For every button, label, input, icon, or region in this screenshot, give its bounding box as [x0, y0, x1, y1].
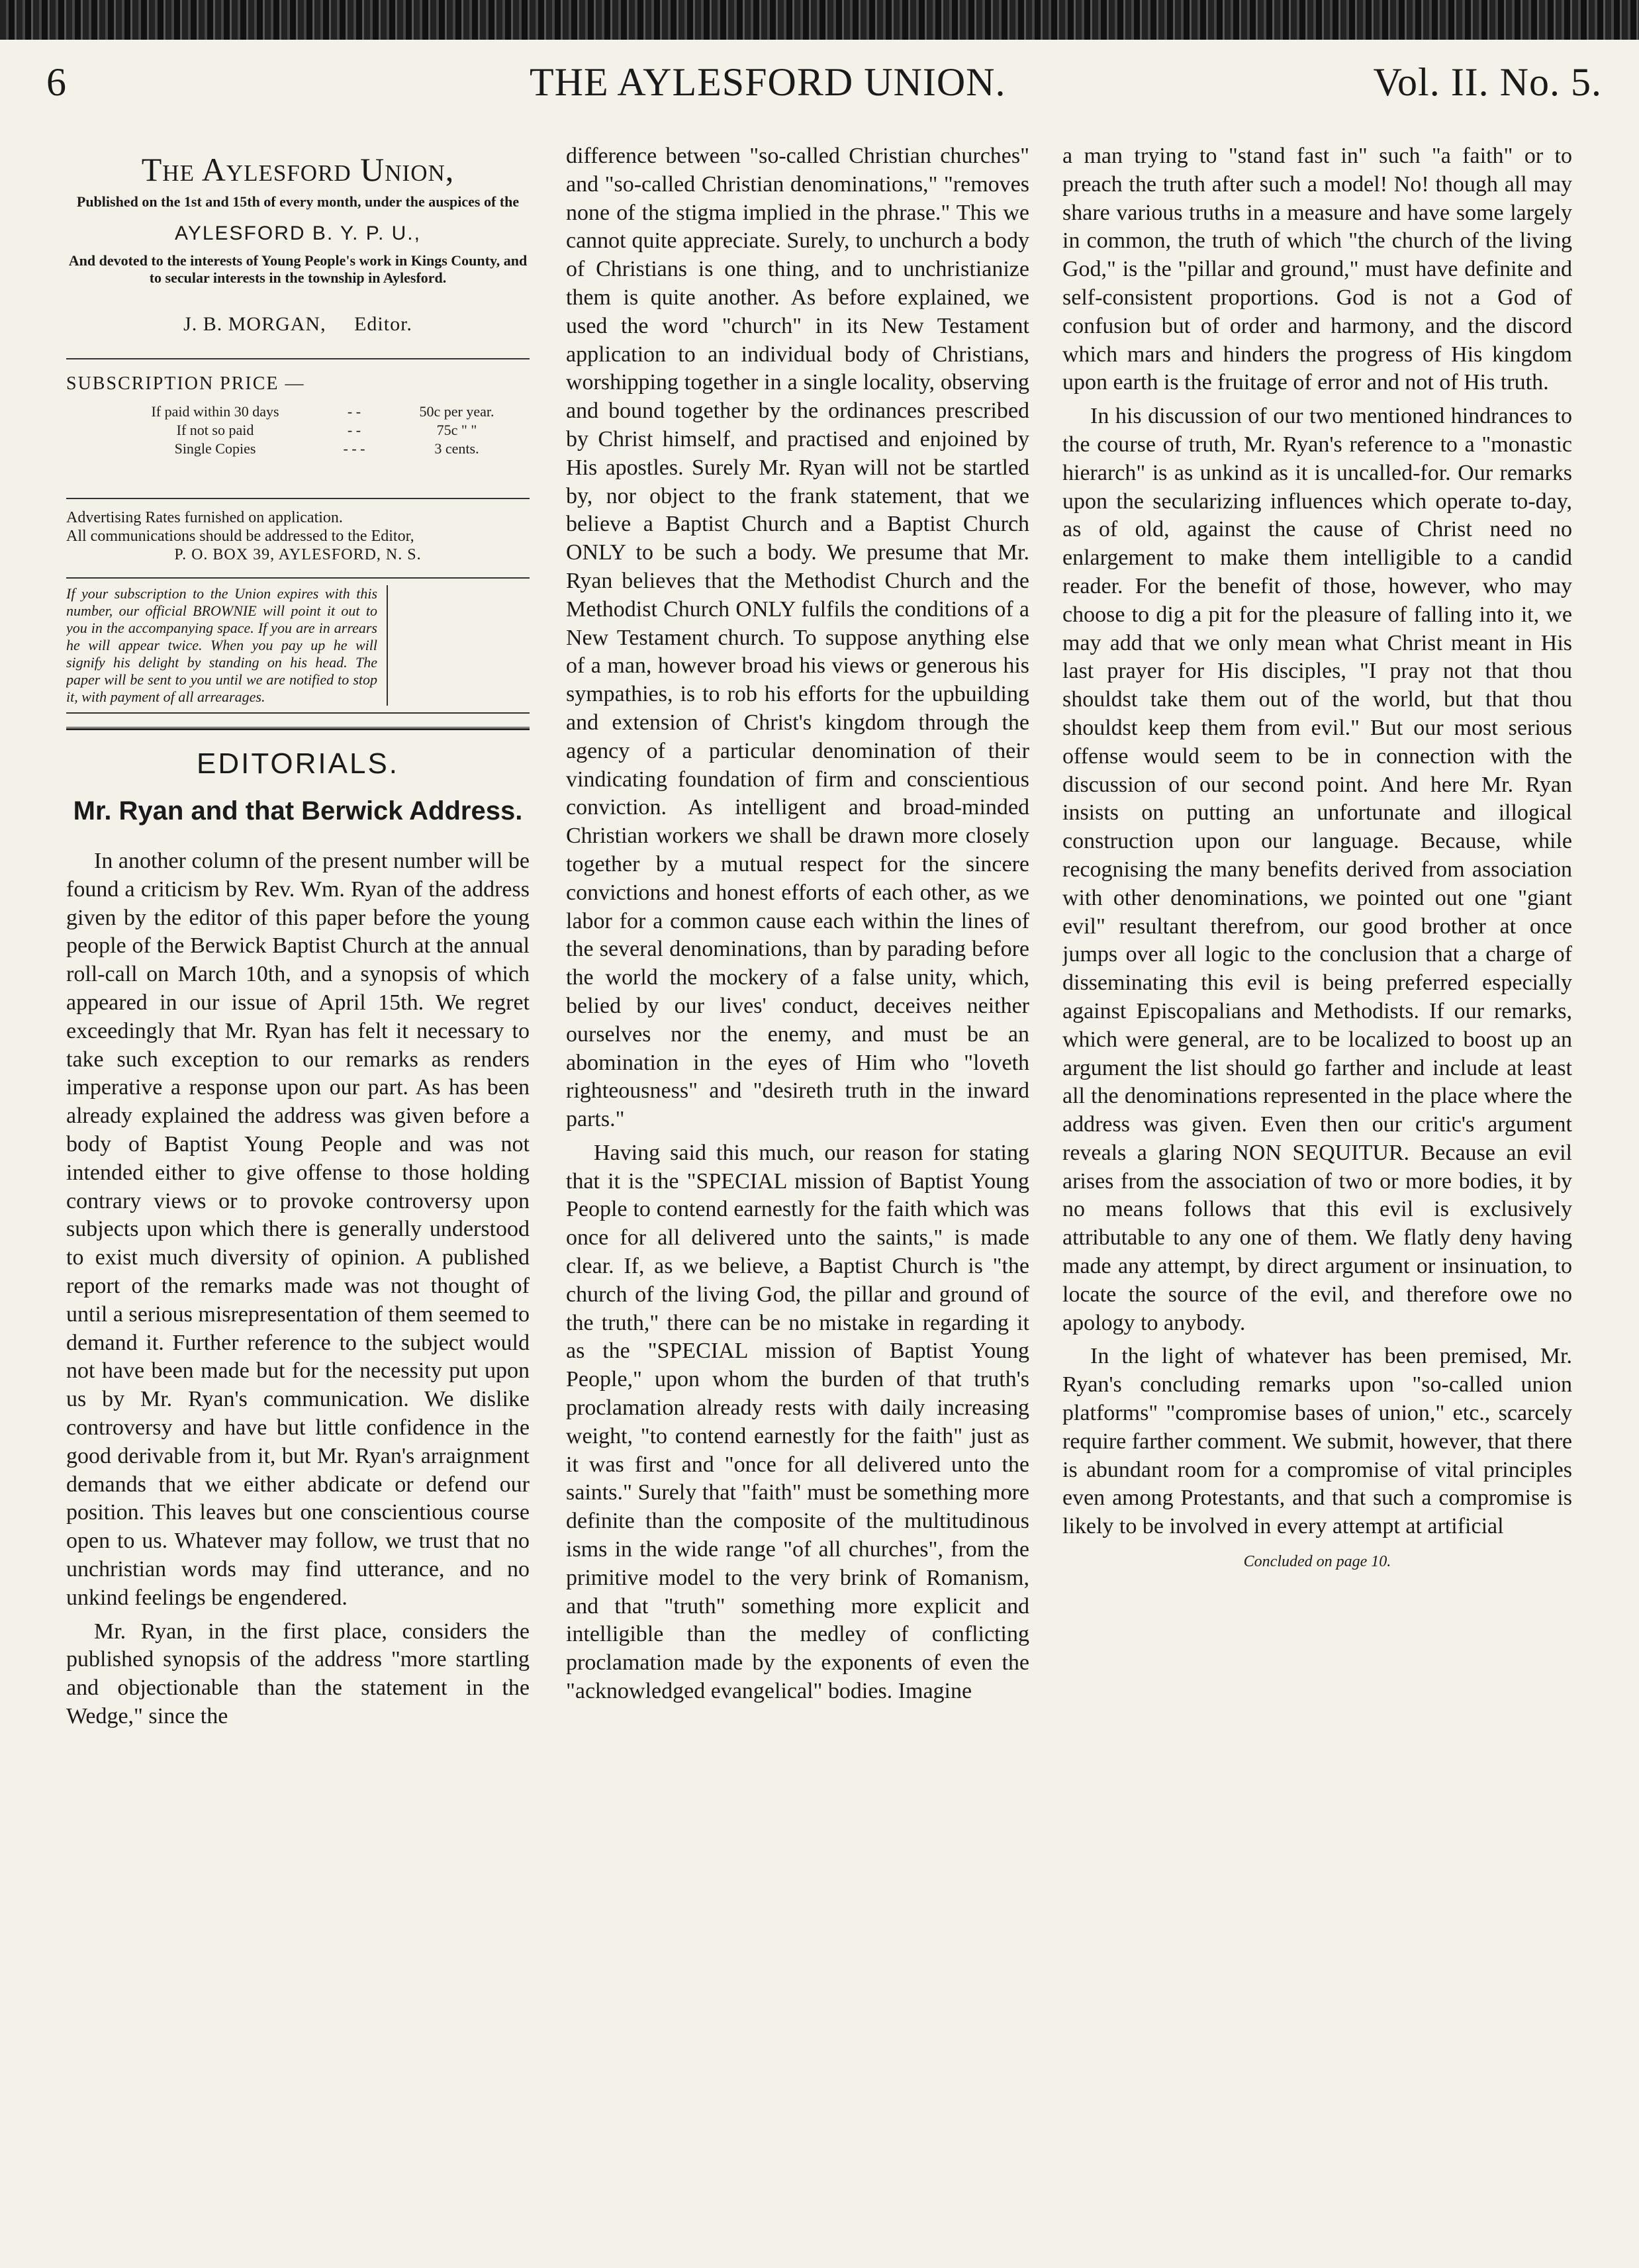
continued-note: Concluded on page 10.: [1243, 1553, 1391, 1571]
communications-note: All communications should be addressed to the Editor,: [66, 528, 414, 545]
subscription-row: If paid within 30 days - - 50c per year.: [66, 402, 530, 421]
column-3: [1062, 142, 1572, 2247]
masthead-devoted: And devoted to the interests of Young People's work in Kings County, and to secular interests in the township in Aylesford.: [68, 252, 528, 286]
column-1: [66, 142, 530, 2247]
masthead: [66, 151, 530, 564]
masthead-org: AYLESFORD B. Y. P. U.,: [175, 222, 421, 244]
editor-name: J. B. MORGAN,: [183, 312, 326, 335]
paragraph: Mr. Ryan, in the first place, considers the published synopsis of the address "more startling and objectionable than the statement in the Wedge," since the: [66, 1619, 530, 1728]
divider: [66, 358, 530, 359]
paper-title: THE AYLESFORD UNION.: [530, 60, 1006, 104]
page-number: 6: [46, 60, 67, 104]
editor-label: Editor.: [354, 312, 412, 335]
paragraph: Having said this much, our reason for stating that it is the "SPECIAL mission of Baptist Young People to contend earnestly for the faith which was once for all delivered unto the saints," is made clear. If, as we believe, a Baptist Church is "the church of the living God, the pillar and ground of the truth," there can be no mistake in regarding it as the "SPECIAL mission of Baptist Young People," upon whom the burden of that truth's proclamation already rests with daily increasing weight, "to contend earnestly for the faith" just as it was first and "once for all delivered unto the saints." Surely that "faith" must be something more definite than the composite of the multitudinous isms in the wide range "of all churches", from the primitive model to the very brink of Romanism, and that "truth" something more explicit and intelligible than the medley of conflicting proclamation made by the exponents of even the "acknowledged evangelical" bodies. Imagine: [566, 1140, 1029, 1704]
divider: [66, 727, 530, 730]
article-title: Mr. Ryan and that Berwick Address.: [73, 796, 523, 826]
subscription-value: 3 cents.: [434, 440, 479, 457]
subscription-row: If not so paid - - 75c " ": [66, 421, 530, 440]
paragraph: In the light of whatever has been premised, Mr. Ryan's concluding remarks upon "so-called union platforms" "compromise bases of union," etc., scarcely require farther comment. We submit, however, that there is abundant room for a compromise of vital principles even among Protestants, and that such a compromise is likely to be involved in every attempt at artificial: [1062, 1344, 1572, 1539]
notice-text: If your subscription to the Union expires with this number, our official BROWNIE will point it out to you in the accompanying space. If you are in arrears he will appear twice. When you pay up he will signify his delight by standing on his head. The paper will be sent to you until we are notified to stop it, with payment of all arrearages.: [66, 585, 377, 706]
subscription-notice: [66, 577, 530, 714]
subscription-value: 75c " ": [436, 422, 477, 439]
masthead-published: Published on the 1st and 15th of every month, under the auspices of the: [76, 193, 520, 210]
volume-number: Vol. II. No. 5.: [1373, 60, 1602, 104]
divider: [66, 498, 530, 499]
subscription-value: 50c per year.: [419, 403, 494, 420]
subscription-row: Single Copies - - - 3 cents.: [66, 440, 530, 458]
subscription-label: If paid within 30 days: [151, 403, 279, 420]
subscription-title: SUBSCRIPTION PRICE —: [66, 373, 305, 395]
page-header: [40, 60, 1615, 119]
paragraph: difference between "so-called Christian churches" and "so-called Christian denominations," "removes none of the stigma implied in the phrase." This we cannot quite appreciate. Surely, to unchurch a body of Christians is one thing, and to unchristianize them is quite another. As before explained, we used the word "church" in its New Testament application to an individual body of Christians, worshipping together in a single locality, observing and bound together by the ordinances prescribed by Christ himself, and practised and enjoined by His apostles. Surely Mr. Ryan will not be startled by, nor object to the frank statement, that we believe a Baptist Church and a Baptist Church ONLY to be such a body. We presume that Mr. Ryan believes that the Methodist Church and the Methodist Church ONLY fulfils the conditions of a New Testament church. To suppose anything else of a man, however broad his views or generous his sympathies, is to rob his efforts for the upbuilding and extension of Christ's kingdom through the agency of a particular denomination of their vindicating foundation of firm and conscientious conviction. As intelligent and broad-minded Christian workers we shall be drawn more closely together by a mutual respect for the sincere convictions and honest efforts of each other, as we labor for a common cause each within the lines of the several denominations, than by parading before the world the mockery of a false unity, which, belied by our lives' conduct, deceives neither ourselves nor the enemy, and must be an abomination in the eyes of Him who "loveth righteousness" and "desireth truth in the inward parts.": [566, 144, 1029, 1132]
subscription-label: Single Copies: [174, 440, 256, 457]
subscription-label: If not so paid: [176, 422, 254, 439]
paragraph: In his discussion of our two mentioned hindrances to the course of truth, Mr. Ryan's reference to a "monastic hierarch" is as unkind as it is uncalled-for. Our remarks upon the secularizing influences which operate to-day, as of old, against the cause of Christ need no enlargement to make them intelligible to a candid reader. For the benefit of those, however, who may choose to dig a pit for the pleasure of falling into it, we may add that we only mean what Christ meant in His last prayer for His disciples, "I pray not that thou shouldst take them out of the world, but that thou shouldst keep them from evil." But our most serious offense would seem to be in connection with the discussion of our second point. And here Mr. Ryan insists on putting an unfortunate and illogical construction upon our language. Because, while recognising the many benefits derived from association with other denominations, we pointed out one "giant evil" resultant therefrom, our good brother at once jumps over all logic to the conclusion that a charge of disseminating this evil is being preferred especially against Episcopalians and Methodists. If our remarks, which were general, are to be localized to boost up an argument the list should go farther and include at least all the denominations represented in the place where the address was given. Even then our critic's argument reveals a glaring NON SEQUITUR. Because an evil arises from the association of two or more bodies, it by no means follows that this evil is exclusively attributable to any one of them. We flatly deny having made any attempt, by direct argument or insinuation, to locate the source of the evil, and therefore owe no apology to anybody.: [1062, 404, 1572, 1335]
postal-address: P. O. BOX 39, AYLESFORD, N. S.: [174, 546, 422, 564]
masthead-title: The Aylesford Union,: [141, 151, 455, 188]
top-border: [0, 0, 1639, 40]
advertising-block: [66, 498, 530, 564]
paragraph: In another column of the present number will be found a criticism by Rev. Wm. Ryan of the address given by the editor of this paper before the young people of the Berwick Baptist Church at the annual roll-call on March 10th, and a synopsis of which appeared in our issue of April 15th. We regret exceedingly that Mr. Ryan has felt it necessary to take such exception to our remarks as renders imperative a response upon our part. As has been already explained the address was given before a body of Baptist Young People and was not intended either to give offense to those holding contrary views or to provoke controversy upon subjects upon which there is generally understood to exist much diversity of opinion. A published report of the remarks made was not thought of until a serious misrepresentation of them seemed to demand it. Further reference to the subject would not have been made but for the necessity put upon us by Mr. Ryan's communication. We dislike controversy and have but little confidence in the good derivable from it, but Mr. Ryan's arraignment demands that we either abdicate or defend our position. This leaves but one conscientious course open to us. Whatever may follow, we trust that no unchristian words may find utterance, and no unkind feelings be engendered.: [66, 848, 530, 1610]
masthead-editor: [66, 310, 530, 339]
editorials-heading: EDITORIALS.: [196, 747, 400, 780]
advertising-rates: Advertising Rates furnished on application.: [66, 509, 343, 527]
paragraph: a man trying to "stand fast in" such "a faith" or to preach the truth after such a model! No! though all may share various truths in a measure and have some largely in common, the truth of which "the church of the living God," is the "pillar and ground," must have definite and self-consistent proportions. God is not a God of confusion but of order and harmony, and the discord which mars and hinders the progress of His kingdom upon earth is the fruitage of error and not of His truth.: [1062, 144, 1572, 395]
brownie-space: [387, 585, 530, 706]
column-2: [566, 142, 1029, 2247]
